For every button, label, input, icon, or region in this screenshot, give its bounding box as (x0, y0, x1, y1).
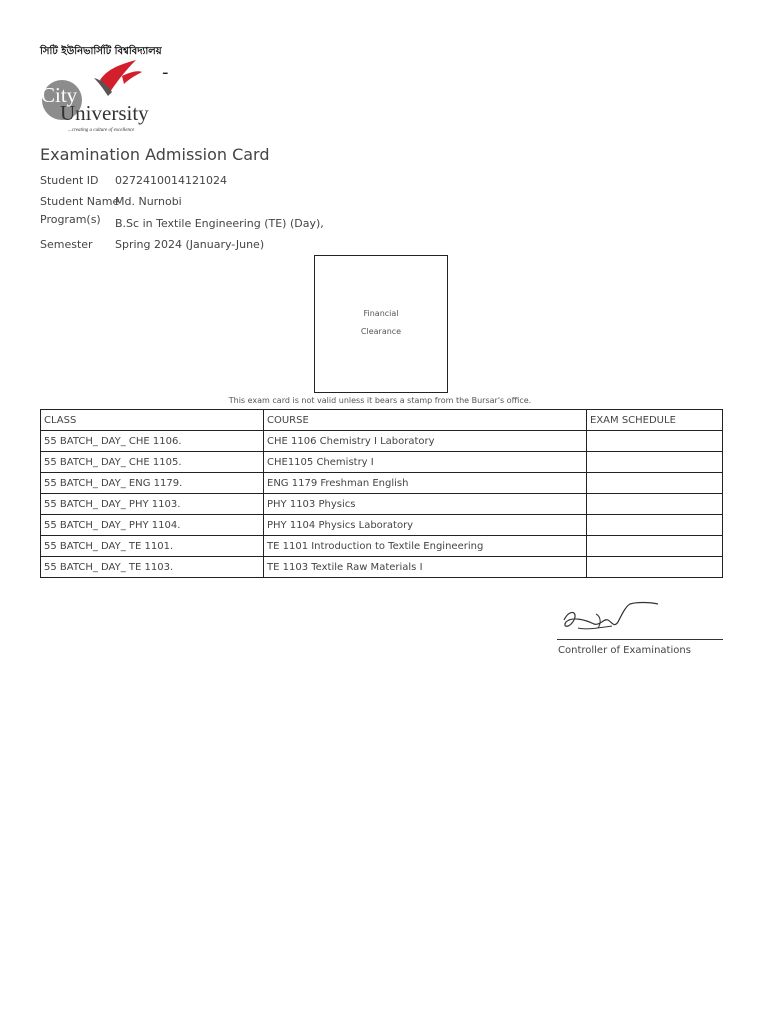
schedule-cell (587, 515, 723, 536)
course-cell: PHY 1103 Physics (264, 494, 587, 515)
semester-value: Spring 2024 (January-June) (115, 238, 265, 251)
class-cell: 55 BATCH_ DAY_ CHE 1106. (41, 431, 264, 452)
signature-label: Controller of Examinations (558, 645, 691, 656)
course-cell: TE 1103 Textile Raw Materials I (264, 557, 587, 578)
course-cell: CHE 1106 Chemistry I Laboratory (264, 431, 587, 452)
card-title: Examination Admission Card (40, 145, 270, 164)
schedule-cell (587, 557, 723, 578)
schedule-cell (587, 536, 723, 557)
class-cell: 55 BATCH_ DAY_ PHY 1103. (41, 494, 264, 515)
table-row (41, 515, 723, 536)
logo-text-university: University (60, 101, 149, 125)
program-label: Program(s) (40, 213, 101, 226)
exam-schedule-table (40, 409, 723, 578)
header-exam-schedule: EXAM SCHEDULE (587, 410, 723, 431)
controller-signature (556, 598, 726, 640)
header-class: CLASS (41, 410, 264, 431)
student-name-label: Student Name (40, 195, 120, 208)
table-row (41, 557, 723, 578)
schedule-cell (587, 452, 723, 473)
stamp-label-clearance: Clearance (360, 327, 402, 336)
class-cell: 55 BATCH_ DAY_ PHY 1104. (41, 515, 264, 536)
student-id-label: Student ID (40, 174, 99, 187)
stamp-label-financial: Financial (363, 309, 399, 318)
course-cell: CHE1105 Chemistry I (264, 452, 587, 473)
validity-note: This exam card is not valid unless it bears a stamp from the Bursar's office. (228, 396, 532, 405)
table-row (41, 431, 723, 452)
course-cell: TE 1101 Introduction to Textile Engineering (264, 536, 587, 557)
schedule-cell (587, 494, 723, 515)
class-cell: 55 BATCH_ DAY_ CHE 1105. (41, 452, 264, 473)
signature-line (557, 639, 723, 640)
table-row (41, 536, 723, 557)
table-row (41, 494, 723, 515)
schedule-cell (587, 473, 723, 494)
logo-text-city: City (41, 83, 78, 107)
class-cell: 55 BATCH_ DAY_ TE 1103. (41, 557, 264, 578)
university-bangla-name: সিটি ইউনিভার্সিটি বিশ্ববিদ্যালয় (40, 46, 162, 57)
table-row (41, 452, 723, 473)
student-name-value: Md. Nurnobi (115, 195, 182, 208)
student-id-value: 0272410014121024 (115, 174, 227, 187)
class-cell: 55 BATCH_ DAY_ TE 1101. (41, 536, 264, 557)
schedule-cell (587, 431, 723, 452)
program-value: B.Sc in Textile Engineering (TE) (Day), (115, 217, 324, 230)
header-course: COURSE (264, 410, 587, 431)
class-cell: 55 BATCH_ DAY_ ENG 1179. (41, 473, 264, 494)
financial-clearance-stamp-box (314, 255, 448, 393)
course-cell: ENG 1179 Freshman English (264, 473, 587, 494)
university-logo (38, 58, 198, 138)
table-row (41, 473, 723, 494)
course-cell: PHY 1104 Physics Laboratory (264, 515, 587, 536)
header-dash: - (162, 62, 169, 83)
logo-tagline: ...creating a culture of excellence (68, 128, 135, 133)
table-header-row (41, 410, 723, 431)
semester-label: Semester (40, 238, 93, 251)
